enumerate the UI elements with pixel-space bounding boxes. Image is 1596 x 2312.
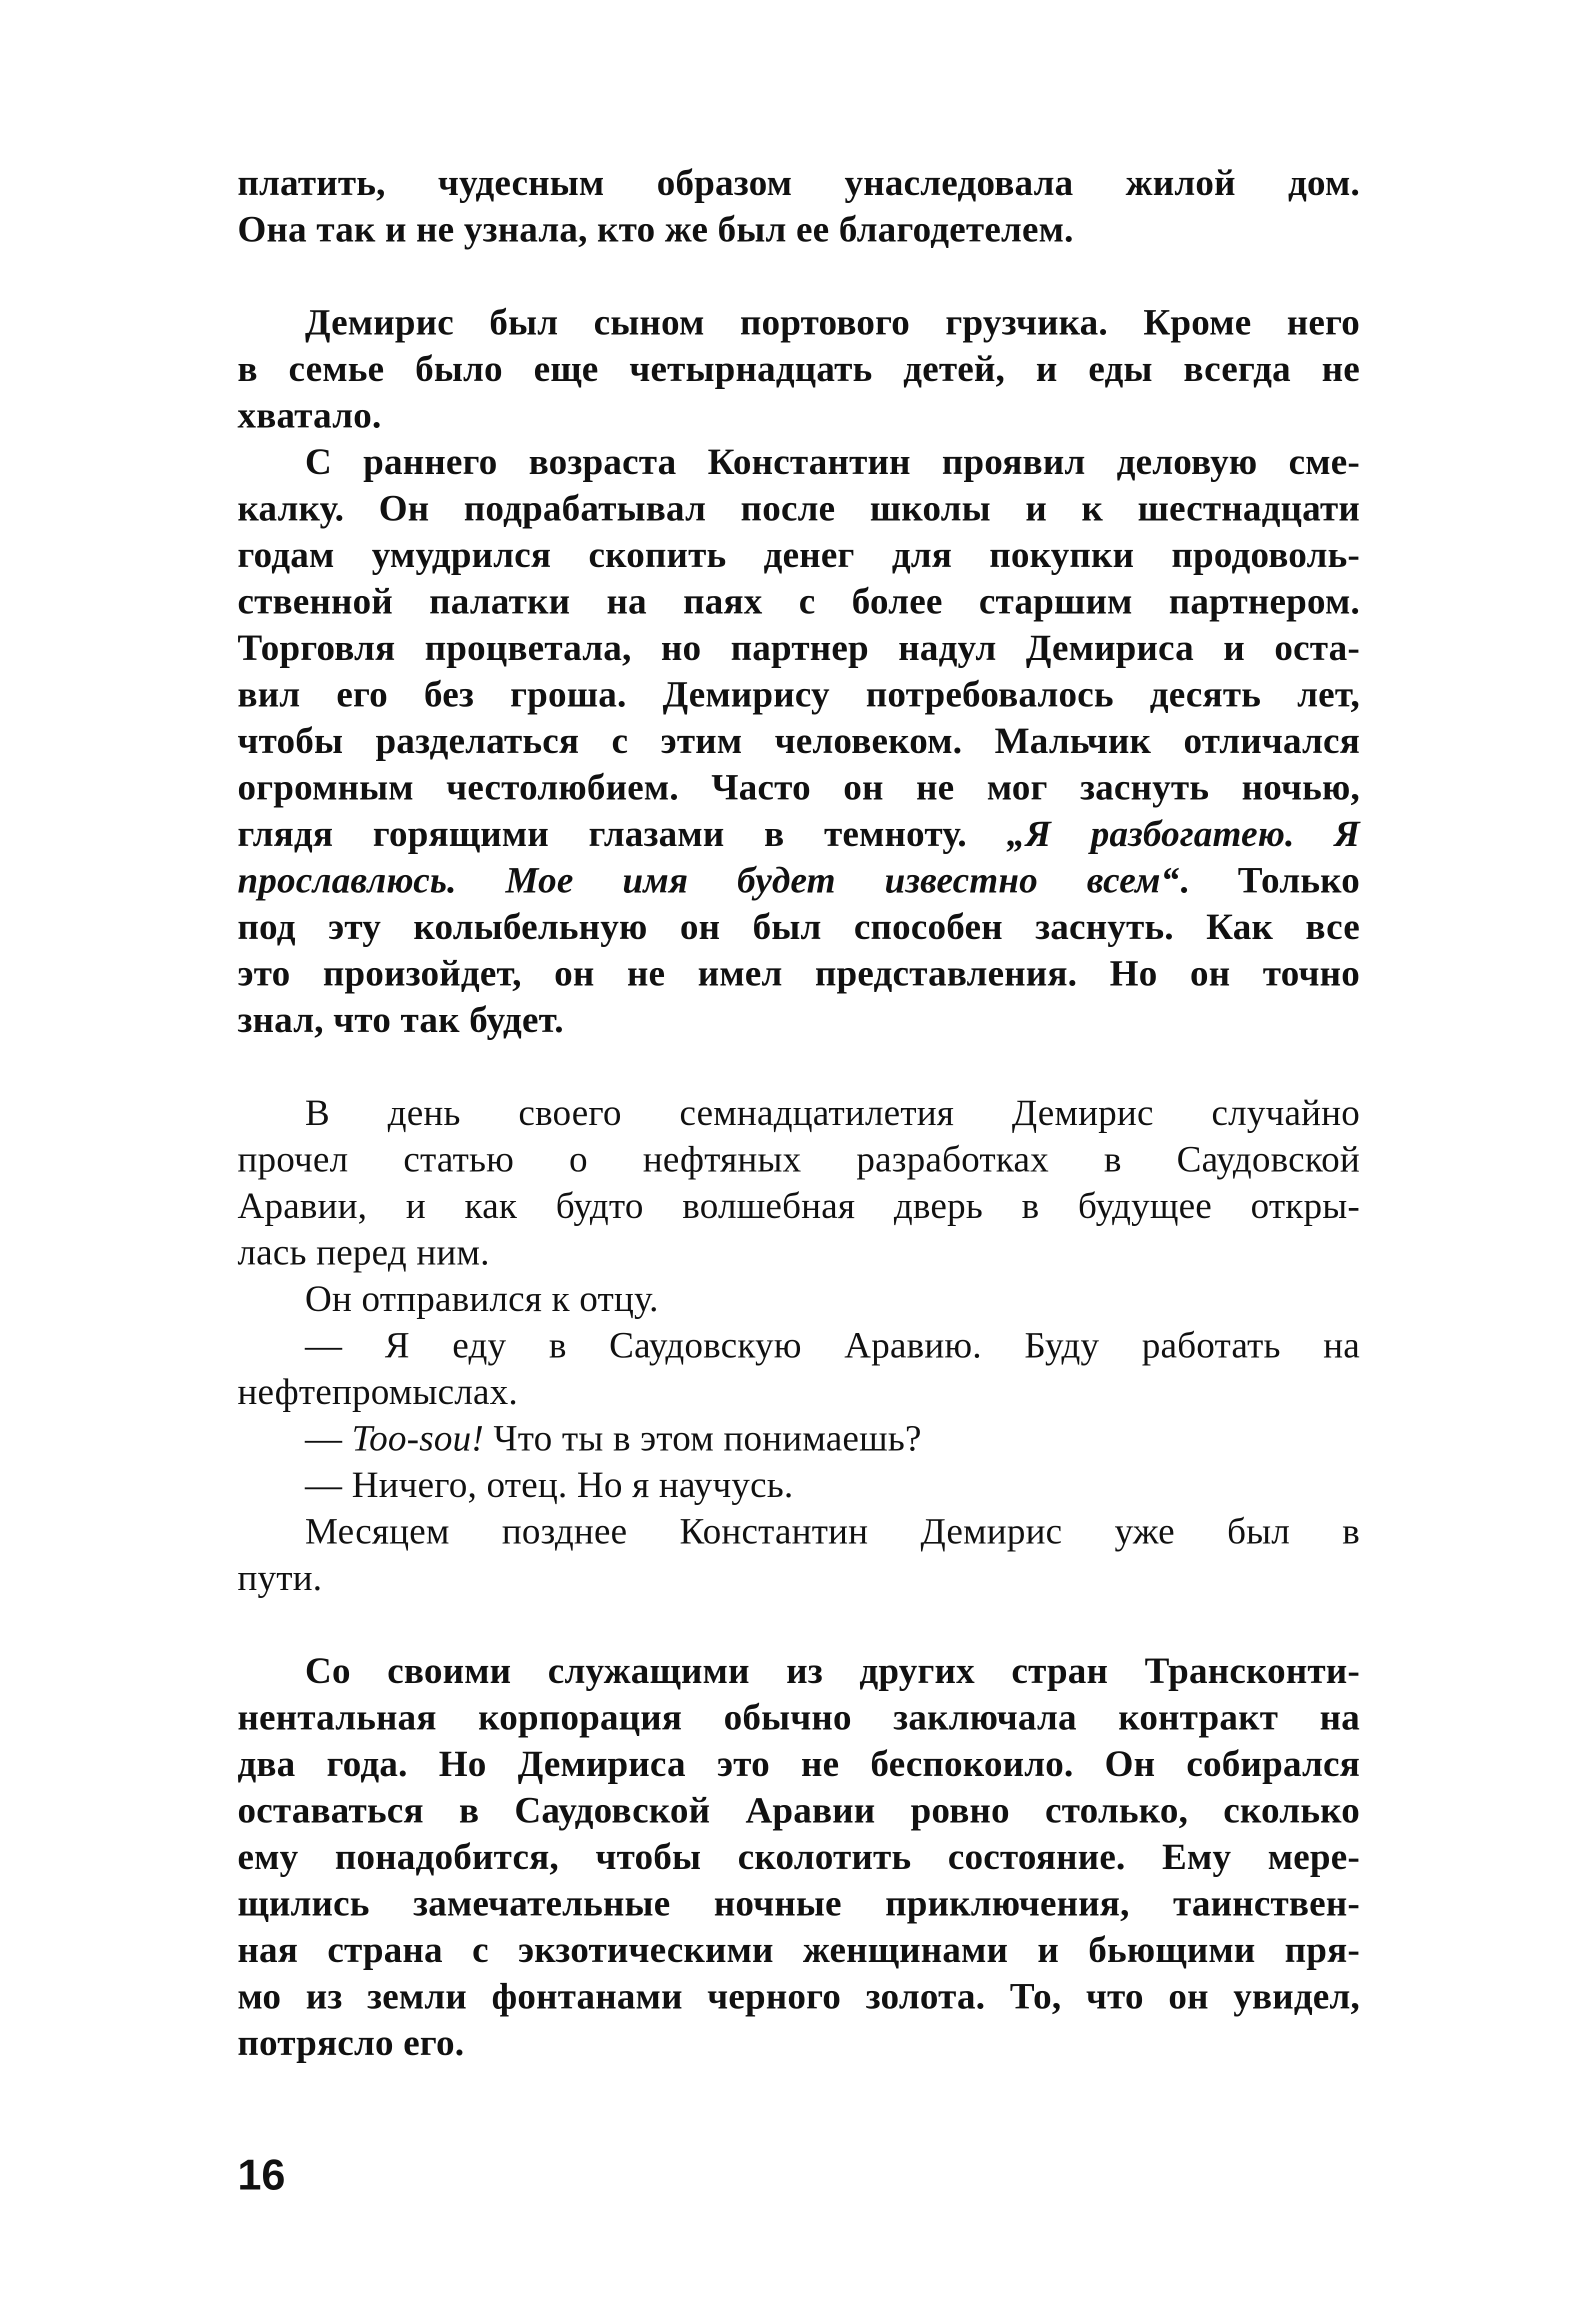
text-line: Месяцем позднее Константин Демирис уже был в xyxy=(305,1511,1360,1552)
text-line: ная страна с экзотическими женщинами и бьющими пря- xyxy=(238,1930,1360,1970)
text-line: — Я еду в Саудовскую Аравию. Буду работать на xyxy=(305,1325,1360,1366)
text-line: лась перед ним. xyxy=(238,1232,490,1273)
italic-phrase: Too-sou! xyxy=(352,1418,484,1459)
paragraph-gap xyxy=(238,1602,1360,1648)
text-line: вил его без гроша. Демирису потребовалось десять лет, xyxy=(238,674,1360,715)
text-line: пути. xyxy=(238,1558,322,1598)
text-line: калку. Он подрабатывал после школы и к шестнадцати xyxy=(238,488,1360,529)
text-line: Демирис был сыном портового грузчика. Кроме него xyxy=(305,302,1360,343)
text-line: чтобы разделаться с этим человеком. Мальчик отличался xyxy=(238,720,1360,762)
text-line: нефтепромыслах. xyxy=(238,1372,518,1412)
text-line: платить, чудесным образом унаследовала жилой дом. xyxy=(238,162,1360,204)
text-line: оставаться в Саудовской Аравии ровно столько, сколько xyxy=(238,1790,1360,1831)
line-text: . Только xyxy=(1179,860,1360,901)
text-line: Он отправился к отцу. xyxy=(305,1278,659,1320)
page-body xyxy=(238,160,1360,2066)
text-line xyxy=(238,1416,1360,1462)
line-text: глядя горящими глазами в темноту. xyxy=(238,814,967,854)
text-line: огромным честолюбием. Часто он не мог заснуть ночью, xyxy=(238,767,1360,808)
line-text: Что ты в этом понимаешь? xyxy=(493,1418,922,1459)
text-line: знал, что так будет. xyxy=(238,1000,564,1040)
text-line: С раннего возраста Константин проявил деловую сме- xyxy=(305,442,1360,482)
text-line: нентальная корпорация обычно заключала контракт на xyxy=(238,1697,1360,1738)
text-line: в семье было еще четырнадцать детей, и еды всегда не xyxy=(238,348,1360,390)
text-line: Аравии, и как будто волшебная дверь в будущее откры- xyxy=(238,1186,1360,1226)
text-line: Она так и не узнала, кто же был ее благодетелем. xyxy=(238,209,1074,250)
paragraph-gap xyxy=(238,253,1360,300)
text-line: прочел статью о нефтяных разработках в Саудовской xyxy=(238,1139,1360,1180)
text-line xyxy=(238,858,1360,904)
text-line: хватало. xyxy=(238,395,382,436)
page-number: 16 xyxy=(238,2151,286,2199)
italic-phrase: прославлюсь. Мое имя будет известно всем“ xyxy=(238,860,1180,901)
text-line: — Ничего, отец. Но я научусь. xyxy=(305,1464,794,1506)
line-text: — xyxy=(305,1418,342,1459)
text-line: Торговля процветала, но партнер надул Демириса и оста- xyxy=(238,628,1360,668)
text-line: два года. Но Демириса это не беспокоило. Он собирался xyxy=(238,1744,1360,1784)
text-line: потрясло его. xyxy=(238,2022,464,2064)
text-line: щились замечательные ночные приключения, таинствен- xyxy=(238,1883,1360,1924)
text-line: под эту колыбельную он был способен заснуть. Как все xyxy=(238,906,1360,948)
text-line: В день своего семнадцатилетия Демирис случайно xyxy=(305,1092,1360,1134)
italic-phrase: „Я разбогатею. Я xyxy=(1006,814,1360,854)
text-line: это произойдет, он не имел представления. Но он точно xyxy=(238,953,1360,994)
text-line: мо из земли фонтанами черного золота. То, что он увидел, xyxy=(238,1976,1360,2017)
text-line: ему понадобится, чтобы сколотить состояние. Ему мере- xyxy=(238,1836,1360,1878)
paragraph-gap xyxy=(238,1044,1360,1090)
text-line: ственной палатки на паях с более старшим партнером. xyxy=(238,581,1360,622)
text-line: Со своими служащими из других стран Трансконти- xyxy=(305,1650,1360,1692)
text-line: годам умудрился скопить денег для покупки продоволь- xyxy=(238,534,1360,576)
text-line xyxy=(238,811,1360,858)
